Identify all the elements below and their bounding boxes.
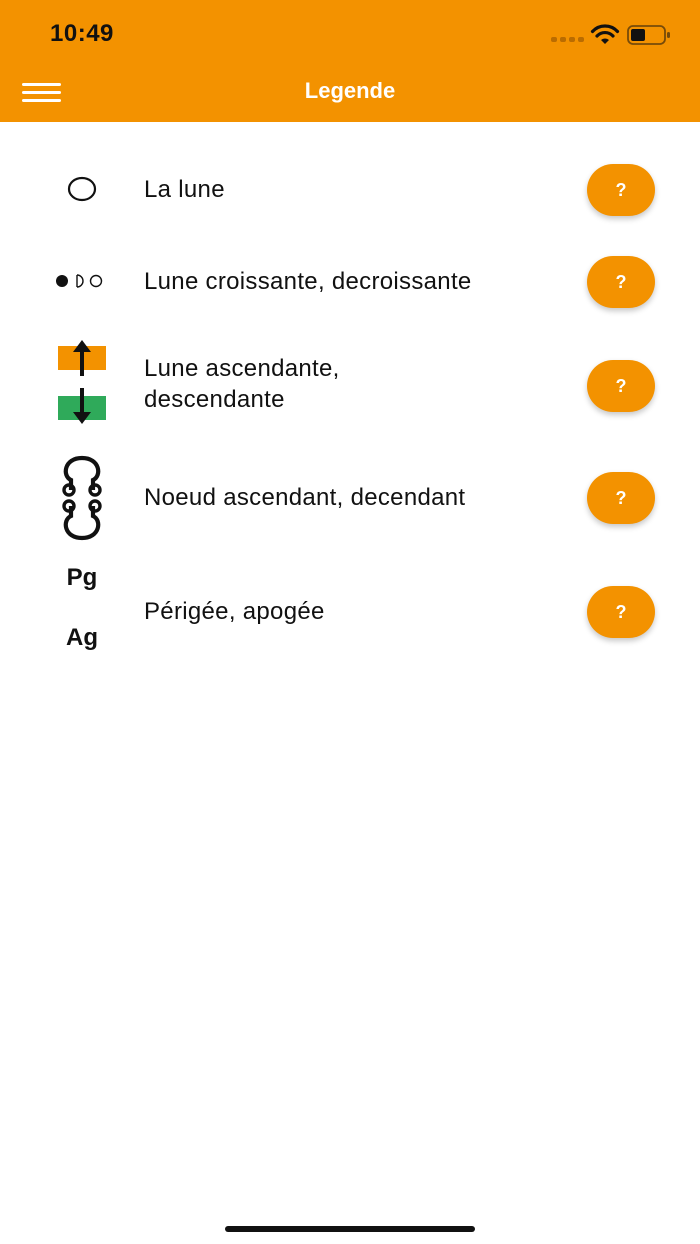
perigee-apogee-icon xyxy=(50,566,114,650)
legend-label: Noeud ascendant, decendant xyxy=(144,484,466,511)
home-indicator[interactable] xyxy=(225,1226,475,1232)
cellular-signal-icon xyxy=(551,37,584,42)
perigee-glyph: Pg xyxy=(66,564,98,591)
help-button[interactable]: ? xyxy=(587,256,655,308)
legend-row-lunar-nodes xyxy=(0,450,700,546)
legend-label: Lune croissante, decroissante xyxy=(144,268,472,295)
full-moon-circle-icon xyxy=(50,174,114,204)
wifi-icon xyxy=(590,24,620,46)
status-time: 10:49 xyxy=(50,20,114,47)
legend-row-ascending-descending xyxy=(0,340,700,426)
apogee-glyph: Ag xyxy=(66,624,98,651)
page-title: Legende xyxy=(304,78,396,103)
legend-label: La lune xyxy=(144,176,225,203)
header-bar xyxy=(0,0,700,122)
battery-icon xyxy=(627,25,671,45)
ascending-descending-arrows-icon xyxy=(50,340,114,426)
legend-label: Périgée, apogée xyxy=(144,598,325,625)
help-button[interactable]: ? xyxy=(587,164,655,216)
help-button[interactable]: ? xyxy=(587,360,655,412)
legend-row-moon xyxy=(0,162,700,218)
legend-row-moon-phases xyxy=(0,254,700,310)
legend-row-perigee-apogee xyxy=(0,566,700,650)
help-button[interactable]: ? xyxy=(587,472,655,524)
moon-phases-icon xyxy=(50,268,114,294)
legend-label: Lune ascendante, descendante xyxy=(144,355,340,413)
help-button[interactable]: ? xyxy=(587,586,655,638)
lunar-nodes-icon xyxy=(50,450,114,546)
